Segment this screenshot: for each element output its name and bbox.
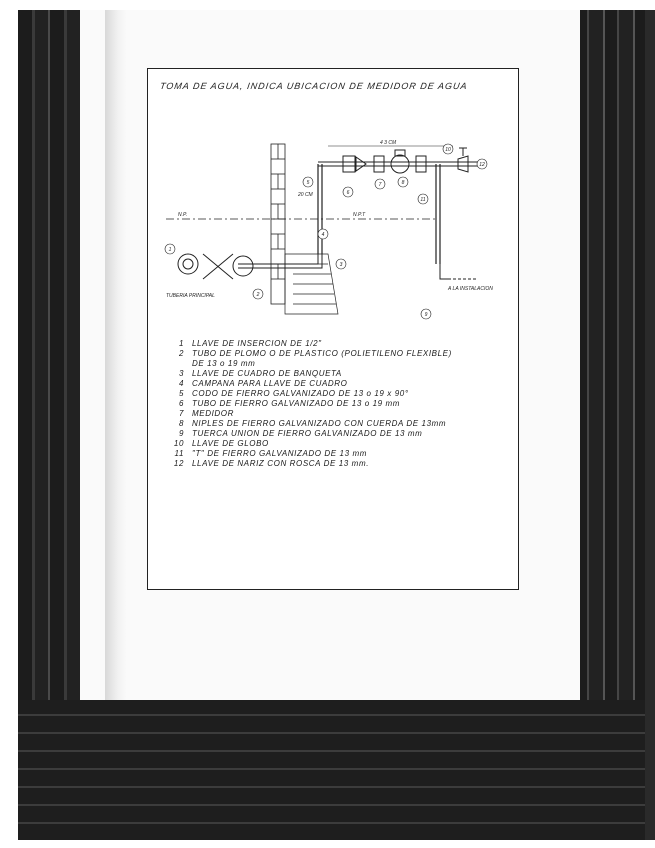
svg-text:6: 6 <box>346 190 350 196</box>
legend-item: 7 MEDIDOR <box>178 409 234 418</box>
legend-item: 9 TUERCA UNION DE FIERRO GALVANIZADO DE 13 mm <box>178 429 423 438</box>
svg-text:1: 1 <box>168 247 172 253</box>
brick-wall <box>271 144 285 304</box>
scan-edge-bottom <box>18 700 645 840</box>
svg-text:2: 2 <box>256 292 260 298</box>
svg-text:5: 5 <box>306 180 310 186</box>
legend-item: 10 LLAVE DE GLOBO <box>173 439 269 448</box>
svg-text:8: 8 <box>401 180 405 186</box>
page-margin-top <box>0 0 655 10</box>
ground-section <box>285 254 338 314</box>
svg-text:N.P.: N.P. <box>178 212 188 218</box>
page-margin-bottom <box>0 840 655 848</box>
svg-text:4 3 CM: 4 3 CM <box>380 140 397 146</box>
legend-item: 2 TUBO DE PLOMO O DE PLASTICO (POLIETILENO FLEXIBLE) <box>178 349 452 358</box>
svg-text:10: 10 <box>445 147 451 153</box>
svg-text:9: 9 <box>424 312 428 318</box>
svg-text:12: 12 <box>479 162 485 168</box>
plumbing-diagram <box>148 104 518 334</box>
paper-fold-shadow <box>105 10 127 700</box>
drawing-title: TOMA DE AGUA, INDICA UBICACION DE MEDIDOR DE AGUA <box>159 81 469 91</box>
svg-text:11: 11 <box>420 197 426 203</box>
legend-item: 11 "T" DE FIERRO GALVANIZADO DE 13 mm <box>174 449 367 458</box>
legend-item: 6 TUBO DE FIERRO GALVANIZADO DE 13 o 19 mm <box>178 399 401 408</box>
svg-text:3: 3 <box>339 262 343 268</box>
parts-legend <box>172 339 517 469</box>
legend-item: DE 13 o 19 mm <box>192 359 256 368</box>
legend-item: 4 CAMPANA PARA LLAVE DE CUADRO <box>178 379 348 388</box>
legend-item: 5 CODO DE FIERRO GALVANIZADO DE 13 o 19 x 90° <box>178 389 409 398</box>
drawing-frame <box>147 68 519 590</box>
legend-item: 12 LLAVE DE NARIZ CON ROSCA DE 13 mm. <box>173 459 370 468</box>
installation-outlet <box>440 264 478 279</box>
legend-item: 8 NIPLES DE FIERRO GALVANIZADO CON CUERDA DE 13mm <box>178 419 447 428</box>
svg-text:7: 7 <box>378 182 382 188</box>
svg-text:TUBERIA PRINCIPAL: TUBERIA PRINCIPAL <box>166 293 215 299</box>
svg-text:4: 4 <box>321 232 325 238</box>
service-pipe <box>178 254 322 279</box>
svg-text:N.P.T: N.P.T <box>353 212 366 218</box>
svg-text:A LA INSTALACION: A LA INSTALACION <box>448 286 493 292</box>
svg-text:20 CM: 20 CM <box>298 192 313 198</box>
legend-item: 1 LLAVE DE INSERCION DE 1/2" <box>178 339 322 348</box>
page-margin-left <box>0 0 18 848</box>
legend-item: 3 LLAVE DE CUADRO DE BANQUETA <box>178 369 342 378</box>
meter-assembly <box>318 148 478 173</box>
